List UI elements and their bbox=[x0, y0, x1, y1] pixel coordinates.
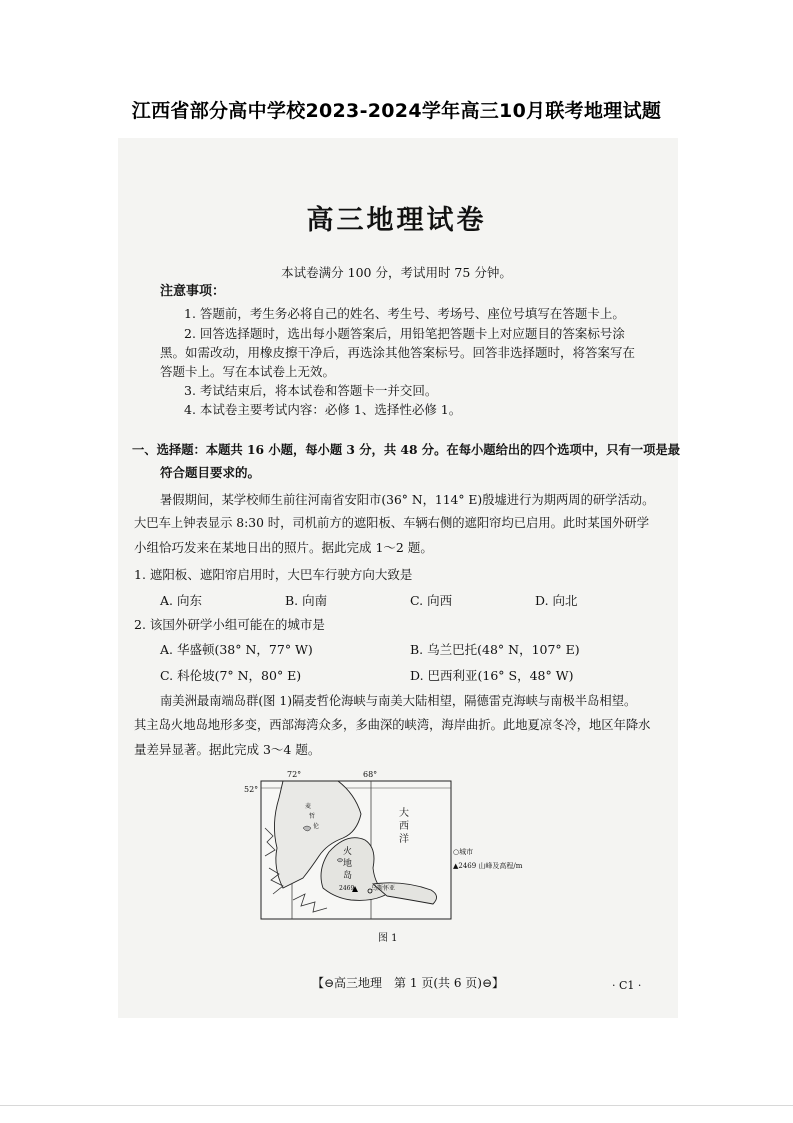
passage-line: 其主岛火地岛地形多变，西部海湾众多，多曲深的峡湾，海岸曲折。此地夏凉冬冷，地区年降水 bbox=[134, 718, 651, 732]
page-code: · C1 · bbox=[612, 979, 642, 992]
q2-option-b: B. 乌兰巴托(48° N，107° E) bbox=[410, 642, 580, 657]
lat-label-52: 52° bbox=[244, 785, 259, 794]
q1-option-d: D. 向北 bbox=[535, 593, 578, 608]
passage-line: 南美洲最南端岛群(图 1)隔麦哲伦海峡与南美大陆相望，隔德雷克海峡与南极半岛相望。 bbox=[160, 694, 637, 708]
q1-option-c: C. 向西 bbox=[410, 593, 453, 608]
notice-line: 4. 本试卷主要考试内容：必修 1、选择性必修 1。 bbox=[184, 402, 462, 417]
passage-line: 暑假期间，某学校师生前往河南省安阳市(36° N，114° E)殷墟进行为期两周的研学活动。 bbox=[160, 493, 655, 507]
q2-option-a: A. 华盛顿(38° N，77° W) bbox=[160, 642, 313, 657]
legend-peak: ▲2469 山峰及高程/m bbox=[453, 862, 523, 870]
notice-heading: 注意事项： bbox=[160, 284, 226, 299]
exam-subtitle: 本试卷满分 100 分，考试用时 75 分钟。 bbox=[281, 265, 512, 280]
viewer-bottom-edge bbox=[0, 1105, 793, 1123]
passage-line: 小组恰巧发来在某地日出的照片。据此完成 1～2 题。 bbox=[134, 540, 433, 555]
city-label: 乌斯怀亚 bbox=[371, 885, 396, 892]
page-title: 江西省部分高中学校2023-2024学年高三10月联考地理试题 bbox=[131, 100, 662, 122]
peak-value-label: 2469 bbox=[339, 885, 355, 892]
section-heading-cont: 符合题目要求的。 bbox=[160, 465, 261, 480]
island-label: 地 bbox=[343, 859, 353, 869]
notice-line: 1. 答题前，考生务必将自己的姓名、考生号、考场号、座位号填写在答题卡上。 bbox=[184, 306, 625, 321]
section-heading: 一、选择题：本题共 16 小题，每小题 3 分，共 48 分。在每小题给出的四个选项中，只有一项是最 bbox=[132, 442, 681, 457]
legend-city: ○城市 bbox=[453, 848, 474, 856]
notice-line: 2. 回答选择题时，选出每小题答案后，用铅笔把答题卡上对应题目的答案标号涂 bbox=[184, 326, 625, 341]
page-footer: 【⊖高三地理 第 1 页(共 6 页)⊖】 bbox=[312, 976, 505, 990]
lon-label-68: 68° bbox=[363, 770, 378, 779]
q1-option-b: B. 向南 bbox=[285, 593, 328, 608]
ocean-label: 洋 bbox=[399, 834, 409, 845]
strait-label: 伦 bbox=[313, 823, 320, 830]
q2-option-c: C. 科伦坡(7° N，80° E) bbox=[160, 668, 302, 683]
figure-caption: 图 1 bbox=[378, 933, 398, 944]
question-2-stem: 2. 该国外研学小组可能在的城市是 bbox=[134, 617, 325, 632]
map-figure bbox=[243, 768, 543, 948]
q2-option-d: D. 巴西利亚(16° S，48° W) bbox=[410, 668, 574, 683]
ocean-label: 西 bbox=[399, 821, 409, 832]
island-label: 火 bbox=[343, 847, 353, 857]
lon-label-72: 72° bbox=[287, 770, 302, 779]
notice-line: 3. 考试结束后，将本试卷和答题卡一并交回。 bbox=[184, 383, 438, 398]
notice-line: 答题卡上。写在本试卷上无效。 bbox=[160, 364, 336, 379]
notice-line: 黑。如需改动，用橡皮擦干净后，再选涂其他答案标号。回答非选择题时，将答案写在 bbox=[160, 345, 636, 360]
question-1-stem: 1. 遮阳板、遮阳帘启用时，大巴车行驶方向大致是 bbox=[134, 567, 413, 582]
passage-line: 量差异显著。据此完成 3～4 题。 bbox=[134, 742, 321, 757]
strait-label: 哲 bbox=[309, 813, 316, 820]
exam-title: 高三地理试卷 bbox=[306, 205, 487, 236]
island-label: 岛 bbox=[343, 871, 353, 881]
q1-option-a: A. 向东 bbox=[160, 593, 202, 608]
passage-line: 大巴车上钟表显示 8:30 时，司机前方的遮阳板、车辆右侧的遮阳帘均已启用。此时某国外研学 bbox=[134, 516, 650, 530]
ocean-label: 大 bbox=[399, 808, 409, 819]
strait-label: 麦 bbox=[305, 803, 312, 810]
